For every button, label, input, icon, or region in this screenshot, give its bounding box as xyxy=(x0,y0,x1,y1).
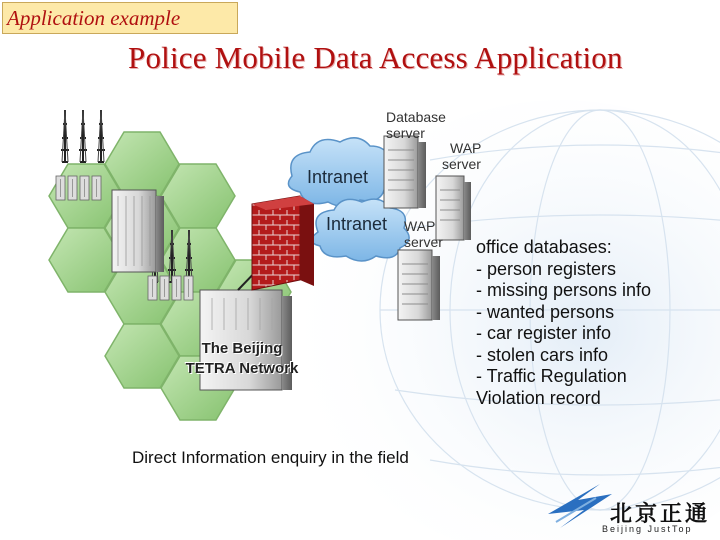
database-server-label: Database server xyxy=(386,109,446,141)
justtop-logo-icon xyxy=(548,484,612,528)
list-item: - missing persons info xyxy=(476,280,652,300)
database-server-icon xyxy=(384,136,426,208)
list-item: - stolen cars info xyxy=(476,344,609,365)
company-logo-subtitle: Beijing JustTop xyxy=(602,524,693,534)
firewall-icon xyxy=(252,196,314,290)
wap-server-label: WAP server xyxy=(442,140,482,172)
slide-title: Police Mobile Data Access Application xyxy=(128,40,623,75)
list-item: - Traffic Regulation xyxy=(476,366,627,386)
list-item: - car register info xyxy=(476,323,612,343)
intranet-label: Intranet xyxy=(326,214,388,234)
intranet-label: Intranet xyxy=(307,167,369,187)
tetra-network-label: The Beijing TETRA Network xyxy=(185,340,299,377)
list-item: Violation record xyxy=(476,387,601,408)
slide-tag: Application example xyxy=(2,2,238,34)
office-databases-list xyxy=(476,237,712,409)
list-item: - person registers xyxy=(476,258,617,279)
company-logo-text: 北京正通 xyxy=(610,501,711,526)
wap-server-icon xyxy=(398,250,440,320)
diagram-caption: Direct Information enquiry in the field xyxy=(132,448,409,467)
list-item: - wanted persons xyxy=(476,301,615,322)
list-item: office databases: xyxy=(476,237,612,257)
wap-server-label: WAP server xyxy=(404,218,443,250)
